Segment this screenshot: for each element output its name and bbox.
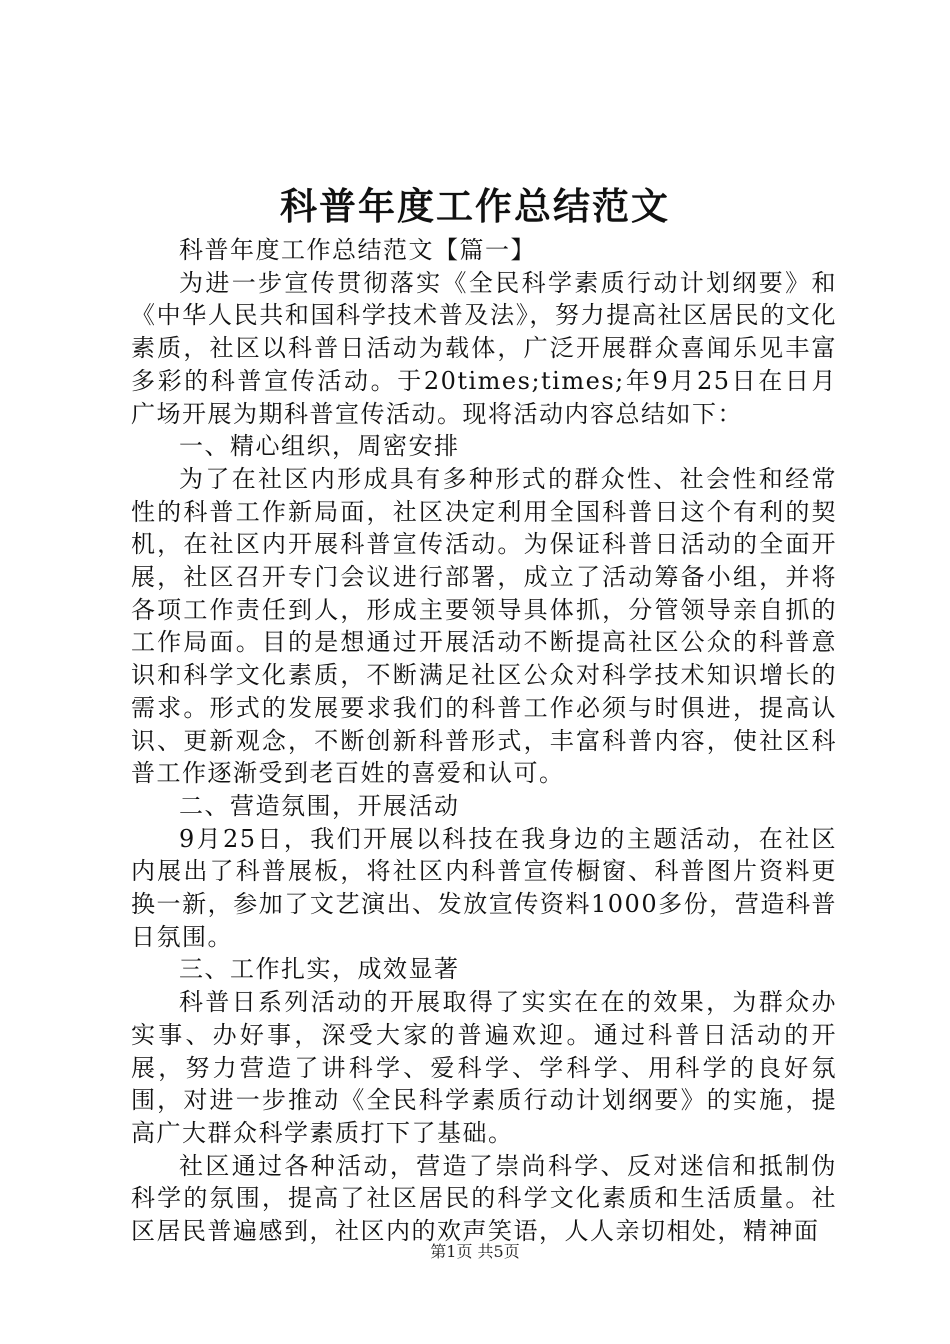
paragraph-intro: 为进一步宣传贯彻落实《全民科学素质行动计划纲要》和《中华人民共和国科学技术普及法》，努力提高社区居民的文化素质，社区以科普日活动为载体，广泛开展群众喜闻乐见丰富多彩的科普宣传活动。于20times;times;年9月25日在日月广场开展为期科普宣传活动。现将活动内容总结如下： [131, 268, 837, 428]
paragraph-section-3: 科普日系列活动的开展取得了实实在在的效果，为群众办实事、办好事，深受大家的普遍欢迎。通过科普日活动的开展，努力营造了讲科学、爱科学、学科学、用科学的良好氛围，对进一步推动《全民科学素质行动计划纲要》的实施，提高广大群众科学素质打下了基础。 [131, 988, 837, 1147]
section-heading-2: 二、营造氛围，开展活动 [179, 791, 460, 820]
section-heading-3: 三、工作扎实，成效显著 [179, 955, 460, 984]
paragraph-section-1: 为了在社区内形成具有多种形式的群众性、社会性和经常性的科普工作新局面，社区决定利用全国科普日这个有利的契机，在社区内开展科普宣传活动。为保证科普日活动的全面开展，社区召开专门会议进行部署，成立了活动筹备小组，并将各项工作责任到人，形成主要领导具体抓，分管领导亲自抓的工作局面。目的是想通过开展活动不断提高社区公众的科普意识和科学文化素质，不断满足社区公众对科学技术知识增长的需求。形式的发展要求我们的科普工作必须与时俱进，提高认识、更新观念，不断创新科普形式，丰富科普内容，使社区科普工作逐渐受到老百姓的喜爱和认可。 [131, 464, 837, 788]
subtitle: 科普年度工作总结范文【篇一】 [179, 236, 536, 264]
document-body [131, 234, 837, 1248]
page-number: 第1页 共5页 [430, 1242, 520, 1261]
document-title: 科普年度工作总结范文 [280, 184, 670, 228]
paragraph-section-2: 9月25日，我们开展以科技在我身边的主题活动，在社区内展出了科普展板，将社区内科普宣传橱窗、科普图片资料更换一新，参加了文艺演出、发放宣传资料1000多份，营造科普日氛围。 [131, 824, 837, 951]
paragraph-closing: 社区通过各种活动，营造了崇尚科学、反对迷信和抵制伪科学的氛围，提高了社区居民的科学文化素质和生活质量。社区居民普遍感到，社区内的欢声笑语，人人亲切相处，精神面 [131, 1151, 837, 1246]
section-heading-1: 一、精心组织，周密安排 [179, 432, 460, 461]
